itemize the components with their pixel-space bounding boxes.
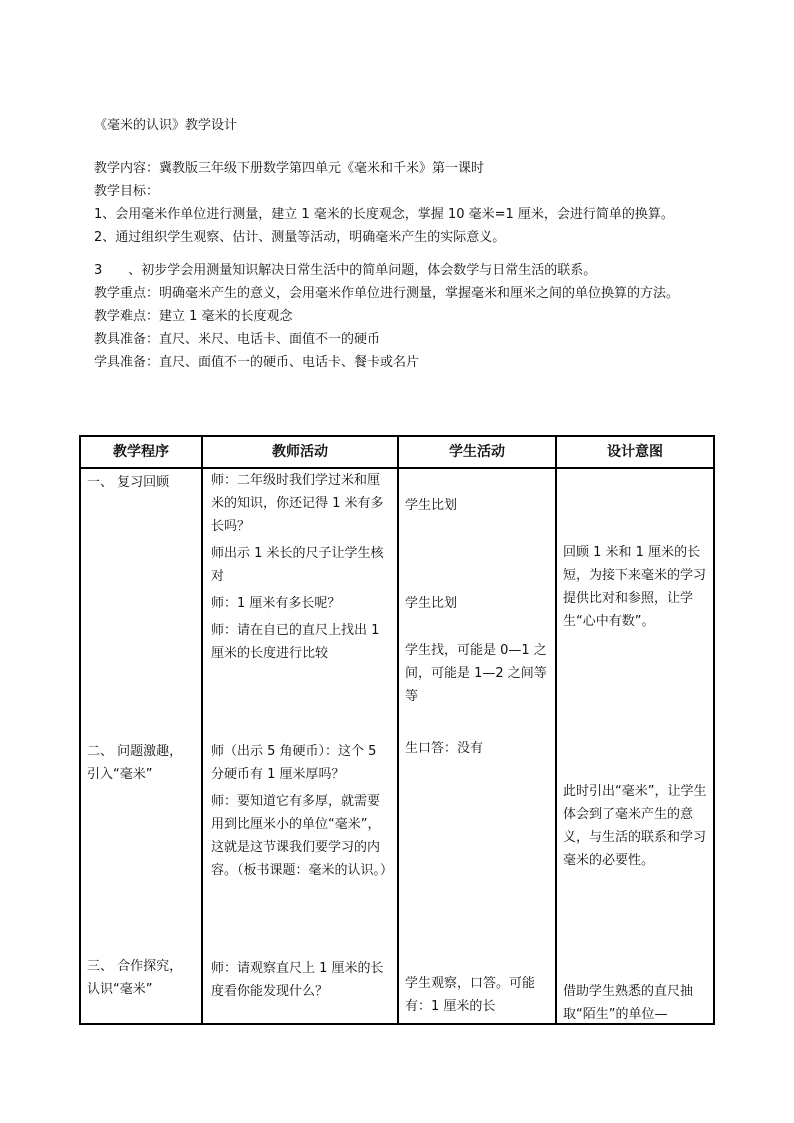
header-procedure: 教学程序 (113, 444, 169, 460)
document-title: 《毫米的认识》教学设计 (94, 118, 238, 133)
goals-label: 教学目标： (94, 184, 160, 199)
design-intent-text: 此时引出“毫米”，让学生体会到了毫米产生的意义，与生活的联系和学习毫米的必要性。 (563, 784, 707, 868)
student-activity-text: 学生比划 (405, 498, 458, 513)
column-divider (201, 437, 203, 1023)
step-interest: 二、 问题激趣，引入“毫米” (87, 744, 183, 782)
goal-3: 3 、初步学会用测量知识解决日常生活中的简单问题，体会数学与日常生活的联系。 (94, 263, 597, 278)
goal-1: 1、会用毫米作单位进行测量，建立 1 毫米的长度观念，掌握 10 毫米=1 厘米，会进行简单的换算。 (94, 207, 674, 222)
teacher-text: 师：1 厘米有多长呢？ (211, 596, 341, 611)
teacher-tools: 教具准备：直尺、米尺、电话卡、面值不一的硬币 (94, 332, 381, 347)
goal-2: 2、通过组织学生观察、估计、测量等活动，明确毫米产生的实际意义。 (94, 230, 506, 245)
student-activity-text: 学生观察，口答。可能有：1 厘米的长 (405, 976, 536, 1014)
intro-section (94, 157, 714, 374)
teacher-text: 师（出示 5 角硬币）：这个 5 分硬币有 1 厘米厚吗？ (211, 744, 377, 782)
difficulty: 教学难点：建立 1 毫米的长度观念 (94, 309, 293, 324)
header-teacher-activity: 教师活动 (272, 444, 328, 460)
key-point: 教学重点：明确毫米产生的意义，会用毫米作单位进行测量，掌握毫米和厘米之间的单位换算的方法。 (94, 286, 680, 301)
design-intent-text: 借助学生熟悉的直尺抽取“陌生”的单位— (563, 984, 694, 1022)
teacher-text: 师：二年级时我们学过米和厘米的知识，你还记得 1 米有多长吗？ (211, 473, 384, 534)
teacher-text: 师：请在自已的直尺上找出 1 厘米的长度进行比较 (211, 623, 380, 661)
design-intent-text: 回顾 1 米和 1 厘米的长短，为接下来毫米的学习提供比对和参照，让学生“心中有数”。 (563, 545, 707, 629)
student-tools: 学具准备：直尺、面值不一的硬币、电话卡、餐卡或名片 (94, 355, 420, 370)
lesson-table (79, 435, 715, 1025)
teaching-content: 教学内容：冀教版三年级下册数学第四单元《毫米和千米》第一课时 (94, 161, 485, 176)
teacher-activity-interest (211, 740, 394, 886)
teacher-text: 师：要知道它有多厚，就需要用到比厘米小的单位“毫米”，这就是这节课我们要学习的内容。（板书课题：毫米的认识。） (211, 794, 394, 878)
teacher-activity-explore: 师：请观察直尺上 1 厘米的长度看你能发现什么？ (211, 961, 384, 999)
column-divider (397, 437, 399, 1023)
teacher-activity-review (211, 469, 391, 669)
step-review: 一、 复习回顾 (87, 475, 170, 490)
student-activity-text: 生口答：没有 (405, 741, 484, 756)
teacher-text: 师出示 1 米长的尺子让学生核对 (211, 546, 384, 584)
student-activity-text: 学生比划 (405, 596, 458, 611)
student-activity-text: 学生找，可能是 0—1 之间，可能是 1—2 之间等等 (405, 643, 547, 704)
step-explore: 三、 合作探究，认识“毫米” (87, 959, 183, 997)
header-student-activity: 学生活动 (449, 444, 505, 460)
header-design-intent: 设计意图 (607, 444, 663, 460)
column-divider (555, 437, 557, 1023)
